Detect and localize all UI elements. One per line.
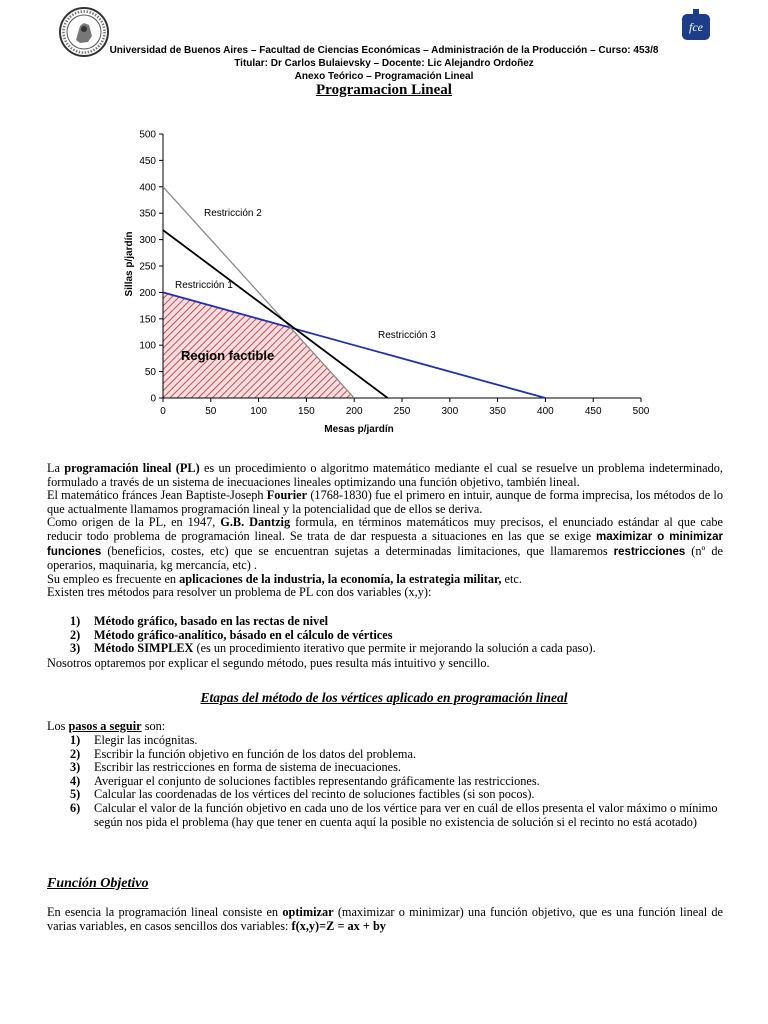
list-item: 4) Averiguar el conjunto de soluciones factibles representando gráficamente las restricciones. [70, 773, 540, 788]
list-item: 5) Calcular las coordenadas de los vértices del recinto de soluciones factibles (si son pocos). [70, 787, 535, 802]
intro-text [47, 462, 723, 600]
y-tick-label: 150 [139, 314, 156, 326]
y-tick-label: 200 [139, 287, 156, 299]
header-university: Universidad de Buenos Aires – Facultad de Ciencias Económicas – Administración de la Producción – Curso: 453/8 [109, 45, 659, 56]
y-tick-label: 0 [150, 393, 156, 405]
x-tick-label: 50 [205, 406, 217, 417]
fce-logo [681, 8, 711, 44]
x-tick-label: 350 [489, 406, 506, 417]
intro-paragraph-1: La programación lineal (PL) es un procedimiento o algoritmo matemático mediante el cual se resuelve un problema indeterminado, formulado a través de un sistema de inecuaciones lineales optimizando una función objetivo, también lineal. [47, 461, 723, 489]
list-item: 2) Escribir la función objetivo en función de los datos del problema. [70, 746, 417, 761]
list-item: 3) Método SIMPLEX (es un procedimiento iterativo que permite ir mejorando la solución a cada paso). [70, 641, 596, 656]
section-title-etapas: Etapas del método de los vértices aplicado en programación lineal [200, 690, 568, 705]
y-axis-label: Sillas p/jardín [124, 231, 135, 297]
x-tick-label: 300 [441, 406, 459, 417]
y-tick-label: 400 [139, 182, 156, 194]
after-methods-text: Nosotros optaremos por explicar el segundo método, pues resulta más intuitivo y sencillo. [47, 656, 490, 670]
intro-paragraph-5: Existen tres métodos para resolver un problema de PL con dos variables (x,y): [47, 585, 432, 600]
list-item: 1) Método gráfico, basado en las rectas de nivel [70, 614, 329, 628]
fce-logo-text: fce [689, 20, 703, 34]
y-tick-label: 450 [139, 155, 156, 167]
list-item: 3) Escribir las restricciones en forma de sistema de inecuaciones. [70, 760, 401, 775]
page-title: Programacion Lineal [316, 82, 452, 98]
y-tick-label: 250 [139, 261, 156, 273]
heading-funcion-objetivo: Función Objetivo [47, 876, 149, 891]
y-tick-label: 300 [139, 235, 156, 247]
x-tick-label: 200 [345, 406, 363, 417]
x-tick-label: 450 [584, 406, 602, 417]
list-item: 1) Elegir las incógnitas. [70, 733, 198, 747]
intro-paragraph-3: Como origen de la PL, en 1947, G.B. Dantzig formula, en términos matemáticos muy precisos, el enunciado estándar al que cabe reducir todo problema de programación lineal. Se trata de dar respuesta a situaciones en las que se exige maximizar o minimizar funciones (beneficios, costes, etc) que se encuentran sujetas a determinadas limitaciones, que llamaremos restricciones (nº de operarios, maquinaria, kg mercancía, etc) . [47, 515, 724, 573]
intro-paragraph-4: Su empleo es frecuente en aplicaciones de la industria, la economía, la estrategia militar, etc. [47, 571, 522, 586]
series-annotation-3: Restricción 3 [378, 330, 436, 341]
list-item: 2) Método gráfico-analítico, básado en el cálculo de vértices [70, 627, 393, 642]
y-tick-label: 100 [139, 340, 156, 352]
x-tick-label: 500 [632, 406, 650, 417]
methods-list [70, 615, 720, 656]
x-tick-label: 100 [250, 406, 267, 417]
intro-paragraph-2: El matemático fránces Jean Baptiste-Joseph Fourier (1768-1830) fue el primero en intuir, aunque de forma imprecisa, los métodos de lo que actualmente llamamos programación lineal y la potencialidad que de ellos se deriva. [47, 488, 723, 516]
x-tick-label: 0 [160, 406, 166, 417]
linear-programming-chart [118, 124, 658, 440]
series-annotation-1: Restricción 2 [204, 208, 262, 219]
y-tick-label: 50 [144, 367, 156, 379]
region-label: Region factible [181, 348, 275, 363]
list-item: 6) Calcular el valor de la función objetivo en cada uno de los vértice para ver en cuál de ellos presenta el valor máximo o mínimo según nos pida el problema (hay que tener en cuenta aquí la posible no existencia de solución si el recinto no está acotado) [70, 800, 718, 829]
x-tick-label: 150 [298, 406, 315, 417]
feasible-region [163, 292, 354, 398]
y-tick-label: 500 [139, 129, 156, 141]
x-tick-label: 250 [393, 406, 411, 417]
steps-intro: Los pasos a seguir son: [47, 719, 166, 733]
y-tick-label: 350 [139, 208, 156, 220]
header-titular: Titular: Dr Carlos Bulaievsky – Docente: Lic Alejandro Ordoñez [234, 58, 534, 69]
series-annotation-2: Restricción 1 [175, 280, 233, 291]
funcion-objetivo-text: En esencia la programación lineal consiste en optimizar (maximizar o minimizar) una función objetivo, que es una función lineal de varias variables, en casos sencillos dos variables: f(x,y)=Z = ax + by [47, 905, 724, 933]
x-tick-label: 400 [537, 406, 554, 417]
steps-list [70, 734, 722, 829]
x-axis-label: Mesas p/jardín [324, 424, 394, 435]
header-anexo: Anexo Teórico – Programación Lineal [294, 71, 474, 82]
